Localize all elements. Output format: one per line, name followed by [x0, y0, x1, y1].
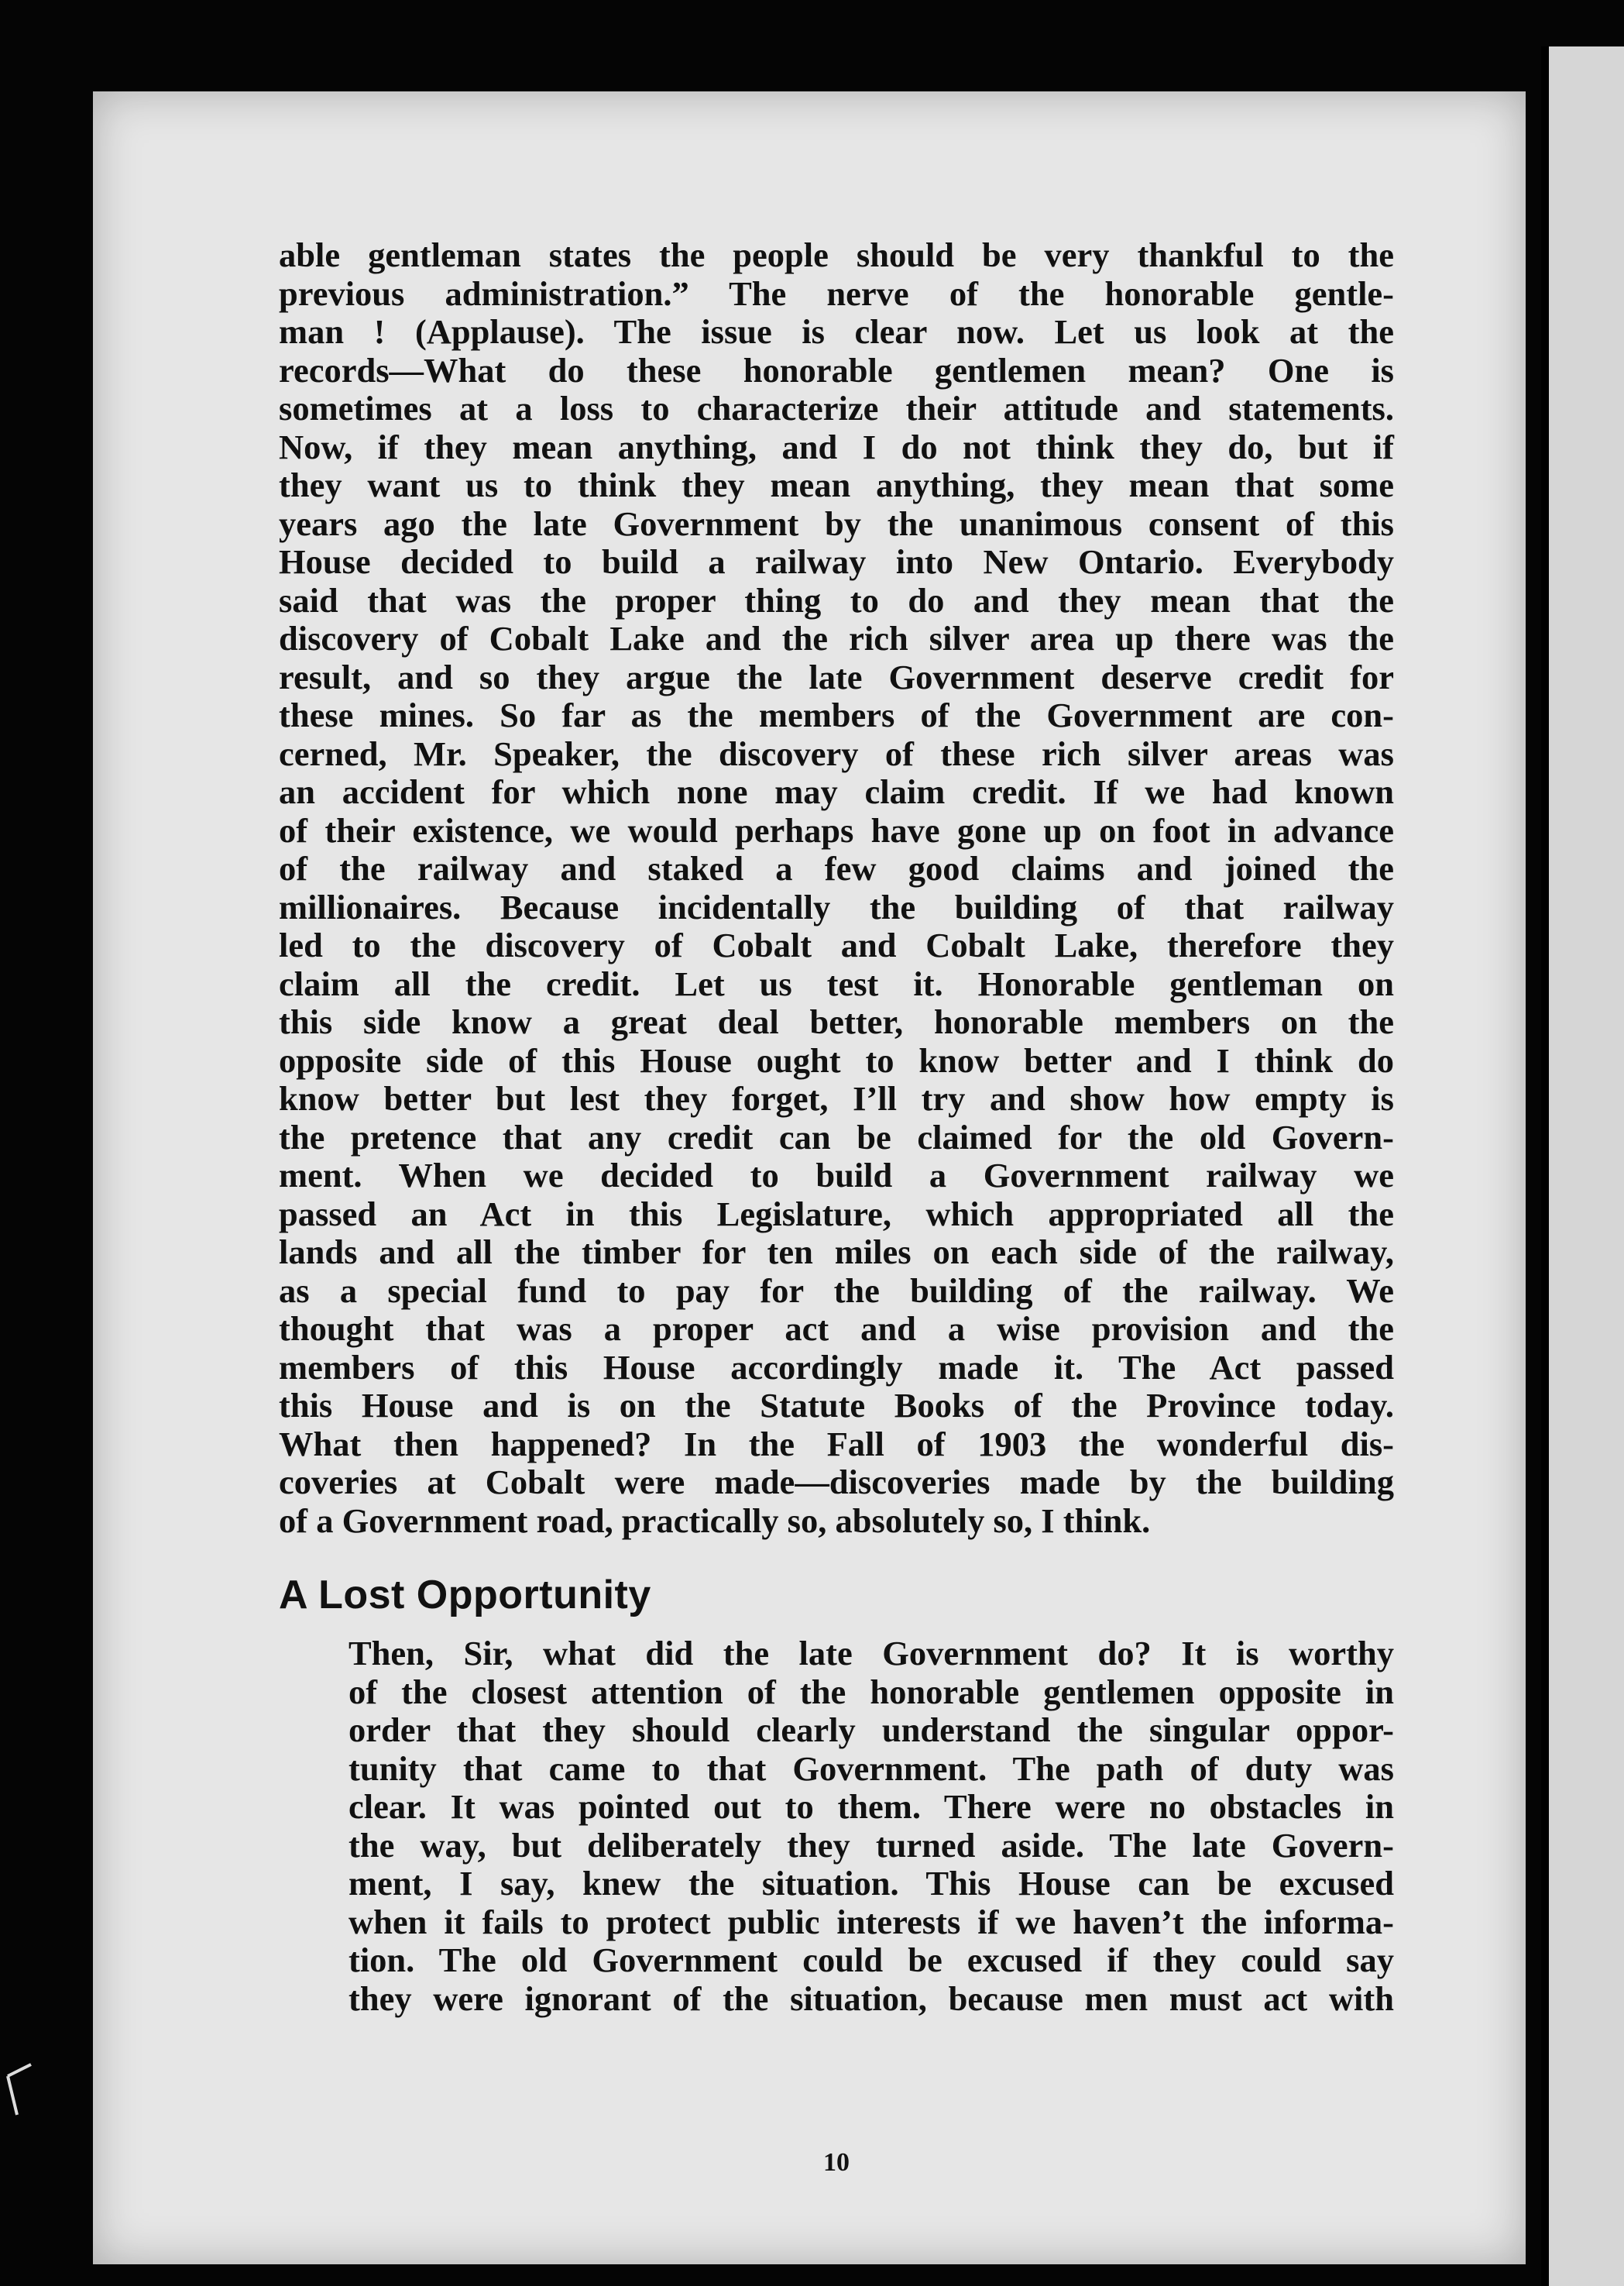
body-text-line: lands and all the timber for ten miles on each side of the railway,: [279, 1232, 1394, 1271]
section-heading: A Lost Opportunity: [279, 1573, 651, 1617]
body-text-line: this side know a great deal better, honorable members on the: [279, 1002, 1394, 1041]
second-paragraph-text-line: order that they should clearly understand the singular oppor-: [348, 1710, 1394, 1749]
body-text-line: discovery of Cobalt Lake and the rich silver area up there was the: [279, 619, 1394, 658]
body-text-line: the pretence that any credit can be claimed for the old Govern-: [279, 1117, 1394, 1157]
body-text-line: coveries at Cobalt were made—discoveries made by the building: [279, 1463, 1394, 1501]
second-paragraph-text-line: the way, but deliberately they turned aside. The late Govern-: [348, 1825, 1394, 1865]
body-text-line: previous administration.” The nerve of the honorable gentle-: [279, 273, 1394, 313]
body-text-line: these mines. So far as the members of the Government are con-: [279, 696, 1394, 734]
second-paragraph-text-line: they were ignorant of the situation, because men must act with: [348, 1978, 1394, 2018]
page-sheet: [93, 91, 1526, 2264]
body-text-line: know better but lest they forget, I’ll try and show how empty is: [279, 1079, 1394, 1118]
body-text-line: sometimes at a loss to characterize their attitude and statements.: [279, 389, 1394, 428]
body-text-line: result, and so they argue the late Government deserve credit for: [279, 657, 1394, 696]
body-text-line: as a special fund to pay for the building of the railway. We: [279, 1270, 1394, 1310]
body-text-line: of the railway and staked a few good claims and joined the: [279, 849, 1394, 888]
body-text-line: claim all the credit. Let us test it. Honorable gentleman on: [279, 964, 1394, 1003]
second-paragraph-text-line: ment, I say, knew the situation. This House can be excused: [348, 1864, 1394, 1903]
body-text-line: of a Government road, practically so, absolutely so, I think.: [279, 1501, 1151, 1540]
second-paragraph-text-line: clear. It was pointed out to them. There were no obstacles in: [348, 1787, 1394, 1826]
body-text-line: ment. When we decided to build a Government railway we: [279, 1156, 1394, 1195]
body-text-line: records—What do these honorable gentlemen mean? One is: [279, 350, 1394, 390]
body-text-line: Now, if they mean anything, and I do not think they do, but if: [279, 427, 1394, 466]
body-text-line: they want us to think they mean anything, they mean that some: [279, 466, 1394, 504]
body-text-line: years ago the late Government by the unanimous consent of this: [279, 504, 1394, 543]
body-text-line: able gentleman states the people should be very thankful to the: [279, 235, 1394, 274]
second-paragraph-text-line: Then, Sir, what did the late Government do? It is worthy: [348, 1634, 1394, 1672]
page-content: [279, 235, 1394, 2177]
second-paragraph-text-line: of the closest attention of the honorable gentlemen opposite in: [348, 1672, 1394, 1711]
body-text-line: millionaires. Because incidentally the building of that railway: [279, 887, 1394, 926]
second-paragraph-text-line: when it fails to protect public interests if we haven’t the informa-: [348, 1902, 1394, 1941]
adjacent-page-edge: [1541, 46, 1624, 2286]
body-text-line: members of this House accordingly made it. The Act passed: [279, 1347, 1394, 1387]
body-text-line: an accident for which none may claim credit. If we had known: [279, 772, 1394, 811]
body-text-line: said that was the proper thing to do and they mean that the: [279, 580, 1394, 620]
second-paragraph-text-line: tion. The old Government could be excused if they could say: [348, 1941, 1394, 1979]
second-paragraph: [279, 1635, 1394, 2018]
body-text-line: thought that was a proper act and a wise provision and the: [279, 1309, 1394, 1348]
body-text-line: House decided to build a railway into New Ontario. Everybody: [279, 542, 1394, 581]
second-paragraph-text-line: tunity that came to that Government. The path of duty was: [348, 1748, 1394, 1788]
body-text-line: man ! (Applause). The issue is clear now. Let us look at the: [279, 312, 1394, 351]
page-number: 10: [823, 2148, 850, 2177]
body-text-line: What then happened? In the Fall of 1903 the wonderful dis-: [279, 1424, 1394, 1463]
scan-edge-mark-icon: [0, 2061, 70, 2130]
body-paragraph: [279, 236, 1394, 1540]
body-text-line: opposite side of this House ought to know better and I think do: [279, 1040, 1394, 1080]
body-text-line: cerned, Mr. Speaker, the discovery of these rich silver areas was: [279, 734, 1394, 773]
body-text-line: of their existence, we would perhaps have gone up on foot in advance: [279, 810, 1394, 850]
body-text-line: passed an Act in this Legislature, which appropriated all the: [279, 1194, 1394, 1233]
body-text-line: this House and is on the Statute Books of the Province today.: [279, 1386, 1394, 1425]
body-text-line: led to the discovery of Cobalt and Cobalt Lake, therefore they: [279, 926, 1394, 964]
